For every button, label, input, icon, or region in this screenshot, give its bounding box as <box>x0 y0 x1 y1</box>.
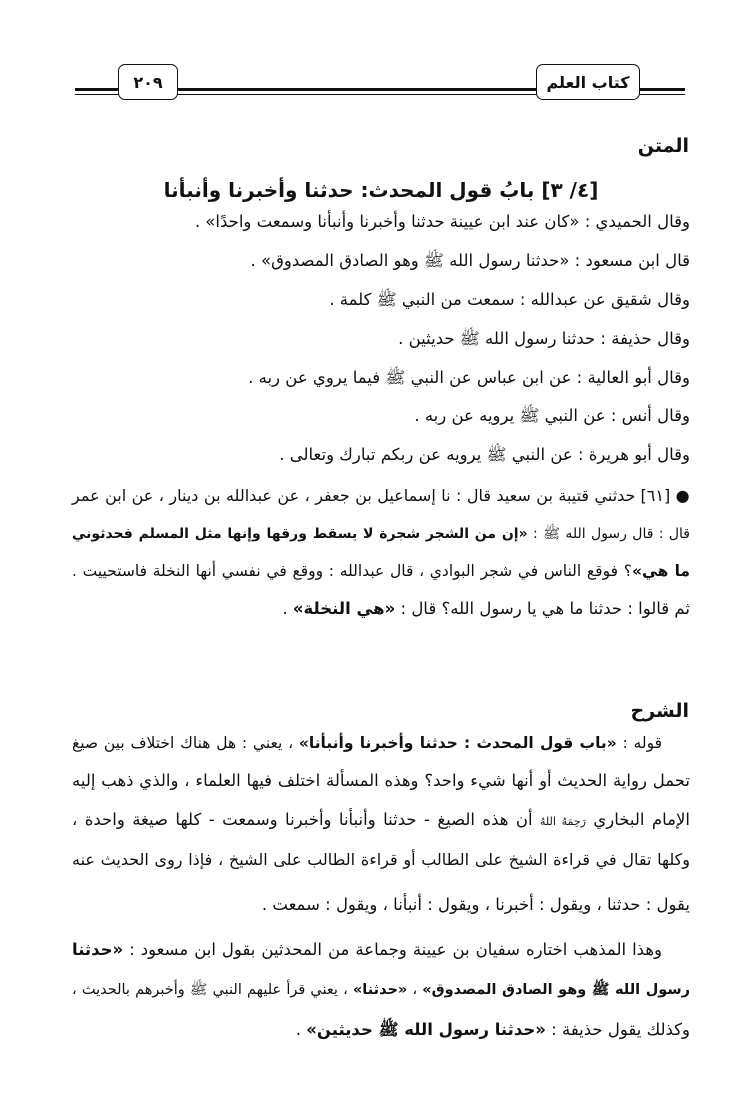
book-title-box <box>536 64 640 100</box>
bold-quote: رسول الله ﷺ وهو الصادق المصدوق» <box>422 982 691 998</box>
text-segment: وقال حذيفة : حدثنا رسول الله ﷺ حديثين . <box>398 329 690 348</box>
text-line <box>72 978 690 1002</box>
text-line <box>72 597 690 621</box>
text-segment: وهذا المذهب اختاره سفيان بن عيينة وجماعة من المحدثين بقول ابن مسعود : <box>123 940 662 959</box>
text-segment: وكذلك يقول حذيفة : <box>545 1020 690 1039</box>
text-segment: ، يعني : هل هناك اختلاف بين صيغ <box>72 734 299 752</box>
text-segment: يقول : حدثنا ، ويقول : أخبرنا ، ويقول : أنبأنا ، ويقول : سمعت . <box>261 895 690 914</box>
text-segment: تحمل رواية الحديث أو أنها شيء واحد؟ وهذه المسألة اختلف فيها العلماء ، والذي ذهب إليه <box>72 771 690 790</box>
text-segment: الإمام البخاري <box>585 810 691 829</box>
text-line <box>72 249 690 273</box>
chapter-heading: [٤/ ٣] بابُ قول المحدث: حدثنا وأخبرنا وأنبأنا <box>163 178 599 202</box>
text-line <box>72 484 690 508</box>
text-segment: . <box>295 1020 307 1039</box>
text-segment: ، يعني قرأ عليهم النبي ﷺ وأخبرهم بالحديث ، <box>72 982 353 998</box>
bold-quote: «إن من الشجر شجرة لا يسقط ورقها وإنها مثل المسلم فحدثوني <box>72 526 528 542</box>
text-line <box>72 522 690 546</box>
text-line <box>72 769 690 793</box>
text-segment: وكلها تقال في قراءة الشيخ على الطالب أو قراءة الطالب على الشيخ ، فإذا روى الحديث عنه <box>72 850 690 869</box>
bold-quote: «حدثنا» <box>352 982 408 998</box>
text-line <box>72 938 662 962</box>
text-segment: وقال أنس : عن النبي ﷺ يرويه عن ربه . <box>414 406 690 425</box>
book-title: كتاب العلم <box>546 72 630 92</box>
text-segment: وقال شقيق عن عبدالله : سمعت من النبي ﷺ كلمة . <box>329 290 690 309</box>
matn-label: المتن <box>637 135 689 157</box>
bold-quote: ما هي» <box>631 562 690 580</box>
text-segment: وقال الحميدي : «كان عند ابن عيينة حدثنا وأخبرنا وأنبأنا وسمعت واحدًا» . <box>194 212 690 231</box>
text-line <box>72 210 690 234</box>
text-line <box>72 443 690 467</box>
bold-quote: «حدثنا رسول الله ﷺ حديثين» <box>306 1020 546 1039</box>
text-line <box>72 1018 690 1042</box>
text-line <box>72 848 690 872</box>
text-segment: ، <box>407 982 423 998</box>
text-segment: وقال أبو العالية : عن ابن عباس عن النبي ﷺ فيما يروي عن ربه . <box>248 368 690 387</box>
page-number: ٢٠٩ <box>133 72 163 92</box>
text-line <box>72 808 690 834</box>
text-segment: ؟ فوقع الناس في شجر البوادي ، قال عبدالله : ووقع في نفسي أنها النخلة فاستحييت . <box>72 562 632 580</box>
text-line <box>72 893 690 917</box>
text-segment: ثم قالوا : حدثنا ما هي يا رسول الله؟ قال : <box>395 599 690 618</box>
honorific: رَحِمَهُ اللهُ <box>539 815 586 828</box>
text-line <box>72 288 690 312</box>
text-segment: قال ابن مسعود : «حدثنا رسول الله ﷺ وهو الصادق المصدوق» . <box>250 251 690 270</box>
text-segment: ● [٦١] حدثني قتيبة بن سعيد قال : نا إسماعيل بن جعفر ، عن عبدالله بن دينار ، عن ابن عمر <box>72 486 690 505</box>
text-segment: أن هذه الصيغ - حدثنا وأنبأنا وأخبرنا وسمعت - كلها صيغة واحدة ، <box>72 810 540 829</box>
text-segment: . <box>282 599 293 618</box>
text-line <box>72 327 690 351</box>
sharh-label: الشرح <box>630 700 689 722</box>
text-line <box>72 559 690 583</box>
text-segment: وقال أبو هريرة : عن النبي ﷺ يرويه عن ربكم تبارك وتعالى . <box>279 445 690 464</box>
bold-quote: «هي النخلة» <box>292 599 396 618</box>
text-segment: قال : قال رسول الله ﷺ : <box>527 526 691 542</box>
bold-quote: «حدثنا <box>72 940 124 959</box>
text-segment: قوله : <box>616 734 662 752</box>
text-line <box>72 366 690 390</box>
page-number-box <box>118 64 178 100</box>
text-line <box>72 404 690 428</box>
text-line <box>72 731 662 755</box>
bold-quote: «باب قول المحدث : حدثنا وأخبرنا وأنبأنا» <box>298 734 617 752</box>
